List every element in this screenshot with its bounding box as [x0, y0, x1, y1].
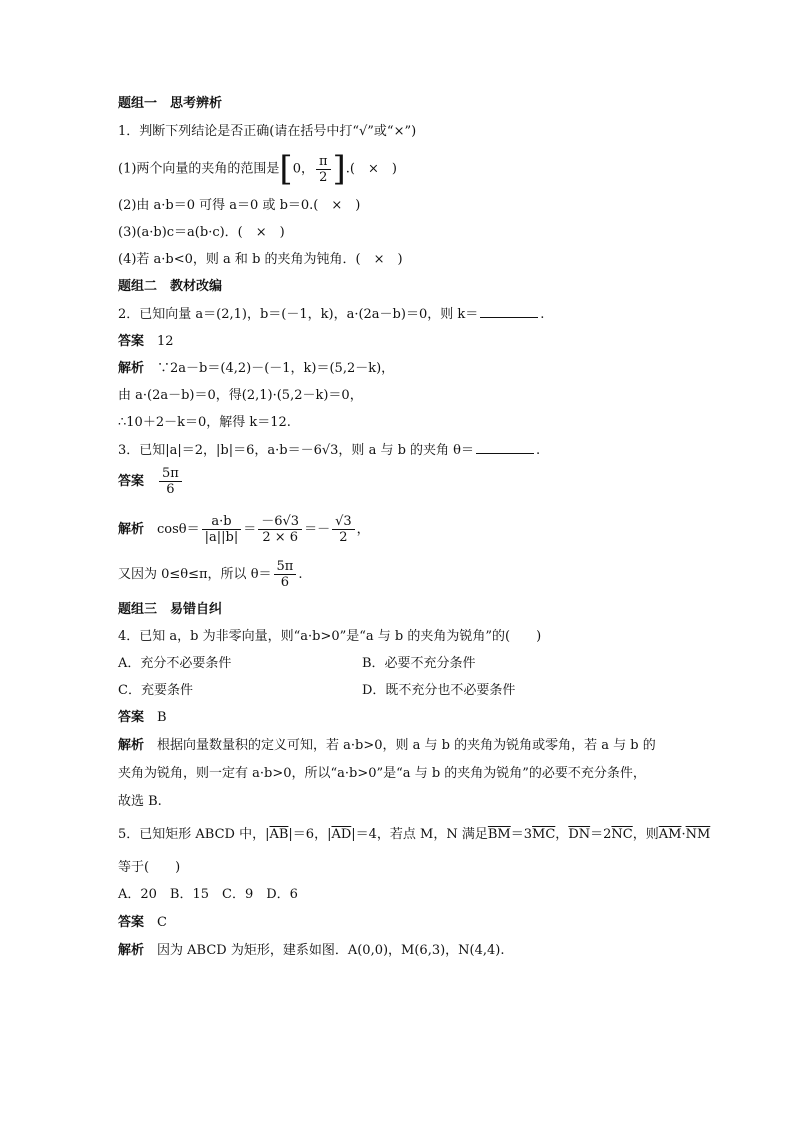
options-row-1 — [118, 654, 476, 674]
explanation-2-line2: 由 a·(2a－b)＝0，得(2,1)·(5,2－k)＝0， — [118, 388, 363, 403]
explanation-3-line1: 解析 cosθ＝ $\frac{a\cdot b}{|a||b|}$ ＝ $\frac{-6√3}{2 \times 6}$ ＝－ $\frac{√3}{2}$ ， — [118, 514, 370, 545]
answer-5: 答案 C — [118, 915, 167, 930]
option-a: A．充分不必要条件 — [118, 656, 232, 671]
option-b: B．必要不充分条件 — [362, 656, 476, 671]
question-5-line2: 等于( ) — [118, 860, 181, 875]
group2-title: 题组二 教材改编 — [118, 279, 223, 294]
statement-2: (2)由 a·b＝0 可得 a＝0 或 b＝0.( × ) — [118, 198, 361, 213]
explanation-4-line1: 解析 根据向量数量积的定义可知，若 a·b>0，则 a 与 b 的夹角为锐角或零角，若 a 与 b 的 — [118, 738, 656, 753]
options-row-2 — [118, 681, 515, 701]
question-5-options: A．20 B．15 C．9 D．6 — [118, 887, 298, 902]
question-2: 2．已知向量 a＝(2,1)，b＝(－1，k)，a·(2a－b)＝0，则 k＝ . — [118, 307, 545, 322]
question-3: 3．已知|a|＝2，|b|＝6，a·b＝－6√3，则 a 与 b 的夹角 θ＝ . — [118, 443, 541, 458]
explanation-5: 解析 因为 ABCD 为矩形，建系如图．A(0,0)，M(6,3)，N(4,4). — [118, 943, 505, 958]
answer-2: 答案 12 — [118, 334, 174, 349]
statement-1: (1)两个向量的夹角的范围是[0， $\frac{\pi}{2}$ ].( × ) — [118, 149, 397, 189]
statement-4: (4)若 a·b<0，则 a 和 b 的夹角为钝角．( × ) — [118, 252, 403, 267]
answer-3: 答案 $\frac{5\pi}{6}$ — [118, 466, 184, 497]
answer-blank — [476, 441, 534, 454]
explanation-4-line2: 夹角为锐角，则一定有 a·b>0，所以“a·b>0”是“a 与 b 的夹角为锐角”的必要不充分条件， — [118, 766, 646, 781]
answer-4: 答案 B — [118, 710, 167, 725]
answer-blank — [480, 305, 538, 318]
explanation-4-line3: 故选 B. — [118, 794, 162, 809]
option-c: C．充要条件 — [118, 683, 193, 698]
option-d: D．既不充分也不必要条件 — [362, 683, 516, 698]
group1-title: 题组一 思考辨析 — [118, 96, 223, 111]
explanation-3-line2: 又因为 0≤θ≤π，所以 θ＝ $\frac{5\pi}{6}$ . — [118, 559, 303, 590]
question-5: 5．已知矩形 ABCD 中，$|\overline{AB}|=6$，$|\overline{AD}|=4$，若点 M，N 满足$\overline{BM}=3\overline{MC}$，$\overline{DN}=2\overline{NC}$，则$\overline{AM}\cdot\overline{NM}$ — [118, 827, 711, 842]
group3-title: 题组三 易错自纠 — [118, 602, 223, 617]
question-1: 1．判断下列结论是否正确(请在括号中打“√”或“×”) — [118, 124, 417, 139]
statement-3: (3)(a·b)c＝a(b·c)．( × ) — [118, 225, 285, 240]
explanation-2-line3: ∴10＋2－k＝0，解得 k＝12. — [118, 415, 291, 430]
explanation-2-line1: 解析 ∵2a－b＝(4,2)－(－1，k)＝(5,2－k)， — [118, 361, 395, 376]
question-4: 4．已知 a，b 为非零向量，则“a·b>0”是“a 与 b 的夹角为锐角”的( ) — [118, 629, 542, 644]
